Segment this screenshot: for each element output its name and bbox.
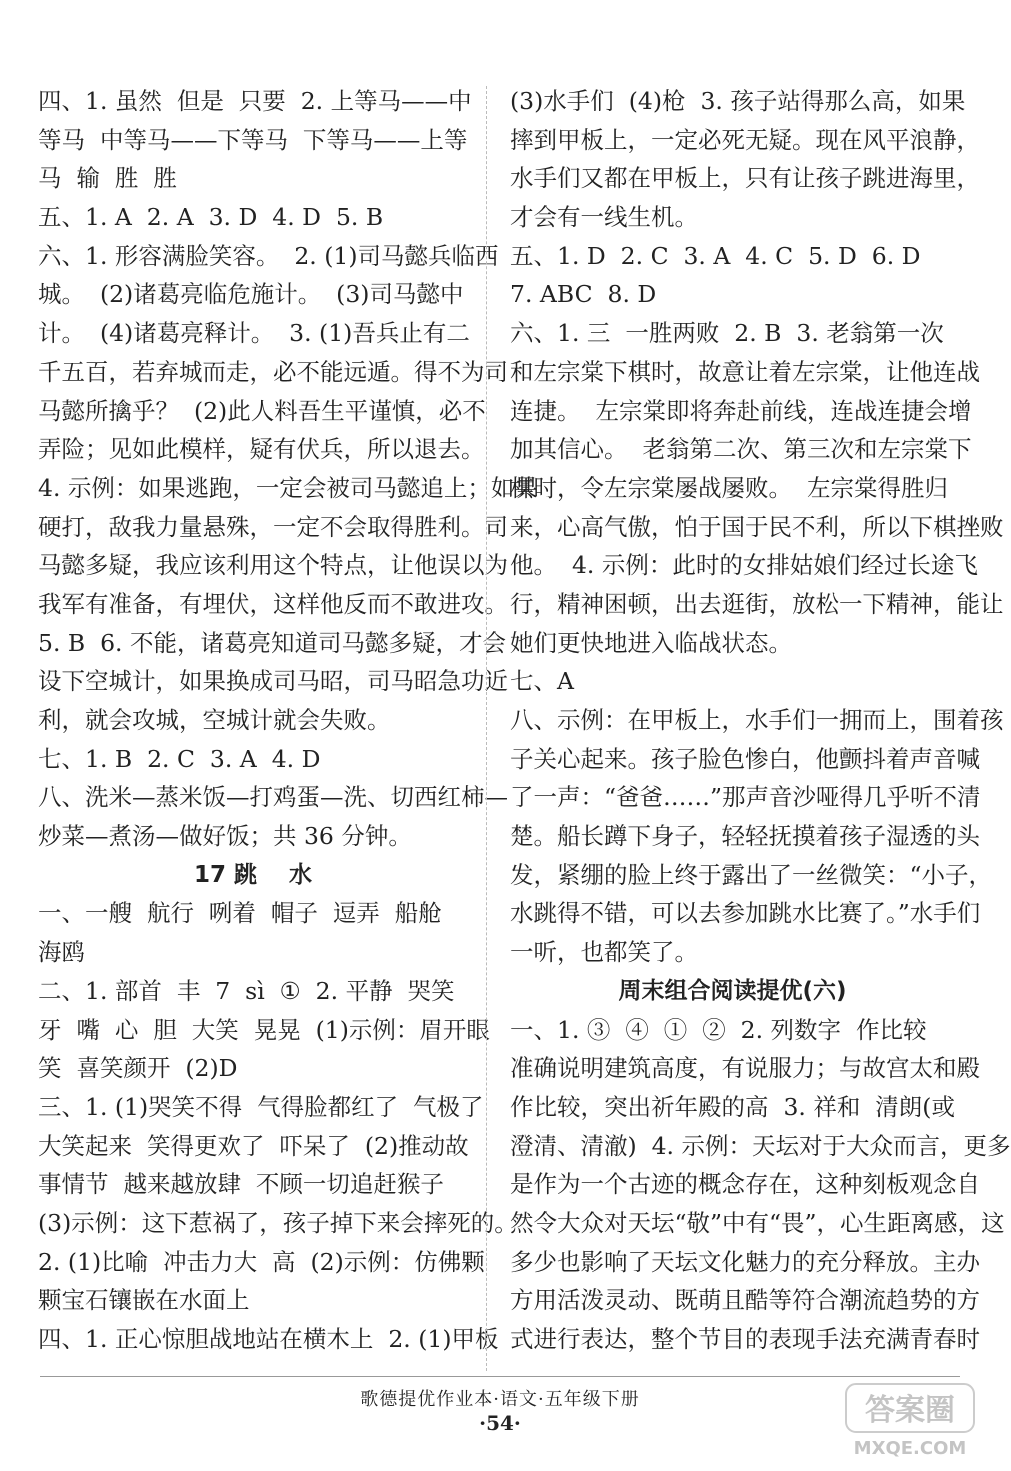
- answer-line: 牙 嘴 心 胆 大笑 晃晃 (1)示例：眉开眼: [38, 1015, 490, 1044]
- answer-line: 马懿多疑，我应该利用这个特点，让他误以为: [38, 551, 508, 580]
- answer-line: 加其信心。 老翁第二次、第三次和左宗棠下: [510, 435, 972, 464]
- answer-line: 三、1. (1)哭笑不得 气得脸都红了 气极了: [38, 1092, 484, 1121]
- answer-line: 五、1. A 2. A 3. D 4. D 5. B: [38, 203, 384, 232]
- answer-line: 他。 4. 示例：此时的女排姑娘们经过长途飞: [510, 551, 978, 580]
- answer-line: 利，就会攻城，空城计就会失败。: [38, 706, 391, 734]
- answer-line: 楚。船长蹲下身子，轻轻抚摸着孩子湿透的头: [510, 822, 980, 851]
- answer-line: 颗宝石镶嵌在水面上: [38, 1286, 250, 1315]
- answer-line: 澄清、清澈) 4. 示例：天坛对于大众而言，更多: [510, 1131, 1011, 1160]
- answer-line: 摔到甲板上，一定必死无疑。现在风平浪静，: [510, 125, 980, 154]
- watermark-url: MXQE.COM: [853, 1438, 967, 1459]
- right-answer-column: [510, 82, 1011, 1359]
- answer-line: 硬打，敌我力量悬殊，一定不会取得胜利。司: [38, 512, 508, 541]
- answer-line: 方用活泼灵动、既萌且酷等符合潮流趋势的方: [510, 1286, 980, 1315]
- answer-line: 子关心起来。孩子脸色惨白，他颤抖着声音喊: [510, 744, 980, 773]
- left-answer-column: [38, 82, 538, 1359]
- answer-line: 一、1. ③ ④ ① ② 2. 列数字 作比较: [510, 1015, 927, 1044]
- answer-line: 4. 示例：如果逃跑，一定会被司马懿追上；如果: [38, 473, 538, 502]
- answer-line: 笑 喜笑颜开 (2)D: [38, 1054, 238, 1083]
- answer-line: 棋时，令左宗棠屡战屡败。 左宗棠得胜归: [510, 473, 948, 502]
- answer-line: 来，心高气傲，怕于国于民不利，所以下棋挫败: [510, 512, 1004, 541]
- answer-line: 计。 (4)诸葛亮释计。 3. (1)吾兵止有二: [38, 319, 470, 348]
- answer-line: 二、1. 部首 丰 7 sì ① 2. 平静 哭笑: [38, 976, 455, 1005]
- answer-line: 海鸥: [38, 938, 85, 967]
- answer-line: 她们更快地进入临战状态。: [510, 628, 792, 657]
- answer-line: 千五百，若弃城而走，必不能远遁。得不为司: [38, 357, 508, 386]
- answer-line: 了一声：“爸爸……”那声音沙哑得几乎听不清: [510, 783, 981, 812]
- answer-line: 连捷。 左宗棠即将奔赴前线，连战连捷会增: [510, 396, 972, 425]
- answer-line: 八、示例：在甲板上，水手们一拥而上，围着孩: [510, 706, 1004, 734]
- answer-line: 我军有准备，有埋伏，这样他反而不敢进攻。: [38, 589, 508, 618]
- answer-line: 四、1. 正心惊胆战地站在横木上 2. (1)甲板: [38, 1325, 499, 1353]
- footer-rule: [40, 1376, 960, 1377]
- column-divider: [486, 86, 488, 1371]
- answer-line: 七、A: [510, 667, 574, 696]
- watermark-label: 答案圈: [865, 1393, 955, 1428]
- answer-line: 和左宗棠下棋时，故意让着左宗棠，让他连战: [510, 357, 980, 386]
- answer-line: 才会有一线生机。: [510, 203, 698, 232]
- answer-line: 七、1. B 2. C 3. A 4. D: [38, 744, 321, 773]
- watermark-logo: [836, 1378, 986, 1462]
- answer-line: 5. B 6. 不能，诸葛亮知道司马懿多疑，才会: [38, 628, 506, 657]
- answer-line: 发，紧绷的脸上终于露出了一丝微笑：“小子，: [510, 860, 993, 889]
- answer-line: 六、1. 三 一胜两败 2. B 3. 老翁第一次: [510, 319, 944, 348]
- answer-line: 是作为一个古迹的概念存在，这种刻板观念自: [510, 1170, 980, 1199]
- footer-book-title: 歌德提优作业本·语文·五年级下册: [360, 1389, 640, 1410]
- answer-line: 弄险；见如此模样，疑有伏兵，所以退去。: [38, 435, 485, 464]
- answer-line: 四、1. 虽然 但是 只要 2. 上等马——中: [38, 87, 472, 115]
- answer-line: 行，精神困顿，出去逛街，放松一下精神，能让: [510, 589, 1004, 618]
- answer-line: 式进行表达，整个节目的表现手法充满青春时: [510, 1325, 980, 1353]
- section-title: 17 跳 水: [193, 861, 313, 888]
- answer-line: 等马 中等马——下等马 下等马——上等: [38, 125, 468, 154]
- answer-line: 水手们又都在甲板上，只有让孩子跳进海里，: [510, 164, 980, 193]
- section-title: 周末组合阅读提优(六): [618, 977, 847, 1004]
- answer-line: 大笑起来 笑得更欢了 吓呆了 (2)推动故: [38, 1131, 469, 1160]
- answer-line: 2. (1)比喻 冲击力大 高 (2)示例：仿佛颗: [38, 1247, 485, 1276]
- answer-line: 然令大众对天坛“敬”中有“畏”，心生距离感，这: [510, 1208, 1005, 1237]
- answer-line: 事情节 越来越放肆 不顾一切追赶猴子: [38, 1170, 444, 1199]
- answer-line: 水跳得不错，可以去参加跳水比赛了。”水手们: [510, 899, 981, 928]
- answer-line: 作比较，突出祈年殿的高 3. 祥和 清朗(或: [510, 1092, 955, 1121]
- answer-line: 多少也影响了天坛文化魅力的充分释放。主办: [510, 1247, 980, 1276]
- answer-line: 7. ABC 8. D: [510, 280, 657, 309]
- answer-line: 马懿所擒乎？ (2)此人料吾生平谨慎，必不: [38, 396, 486, 425]
- answer-line: 一听，也都笑了。: [510, 938, 698, 967]
- answer-line: 八、洗米—蒸米饭—打鸡蛋—洗、切西红柿—: [38, 783, 508, 812]
- answer-line: 准确说明建筑高度，有说服力；与故宫太和殿: [510, 1054, 980, 1083]
- answer-line: 五、1. D 2. C 3. A 4. C 5. D 6. D: [510, 241, 921, 270]
- answer-line: 一、一艘 航行 咧着 帽子 逗弄 船舱: [38, 899, 442, 928]
- answer-line: 六、1. 形容满脸笑容。 2. (1)司马懿兵临西: [38, 241, 499, 270]
- answer-line: 炒菜—煮汤—做好饭；共 36 分钟。: [38, 822, 412, 851]
- answer-line: 城。 (2)诸葛亮临危施计。 (3)司马懿中: [38, 280, 464, 309]
- answer-line: (3)示例：这下惹祸了，孩子掉下来会摔死的。: [38, 1208, 518, 1237]
- answer-line: 马 输 胜 胜: [38, 164, 177, 193]
- answer-line: 设下空城计，如果换成司马昭，司马昭急功近: [38, 667, 508, 696]
- answer-line: (3)水手们 (4)枪 3. 孩子站得那么高，如果: [510, 87, 966, 115]
- page-number: ·54·: [479, 1411, 521, 1435]
